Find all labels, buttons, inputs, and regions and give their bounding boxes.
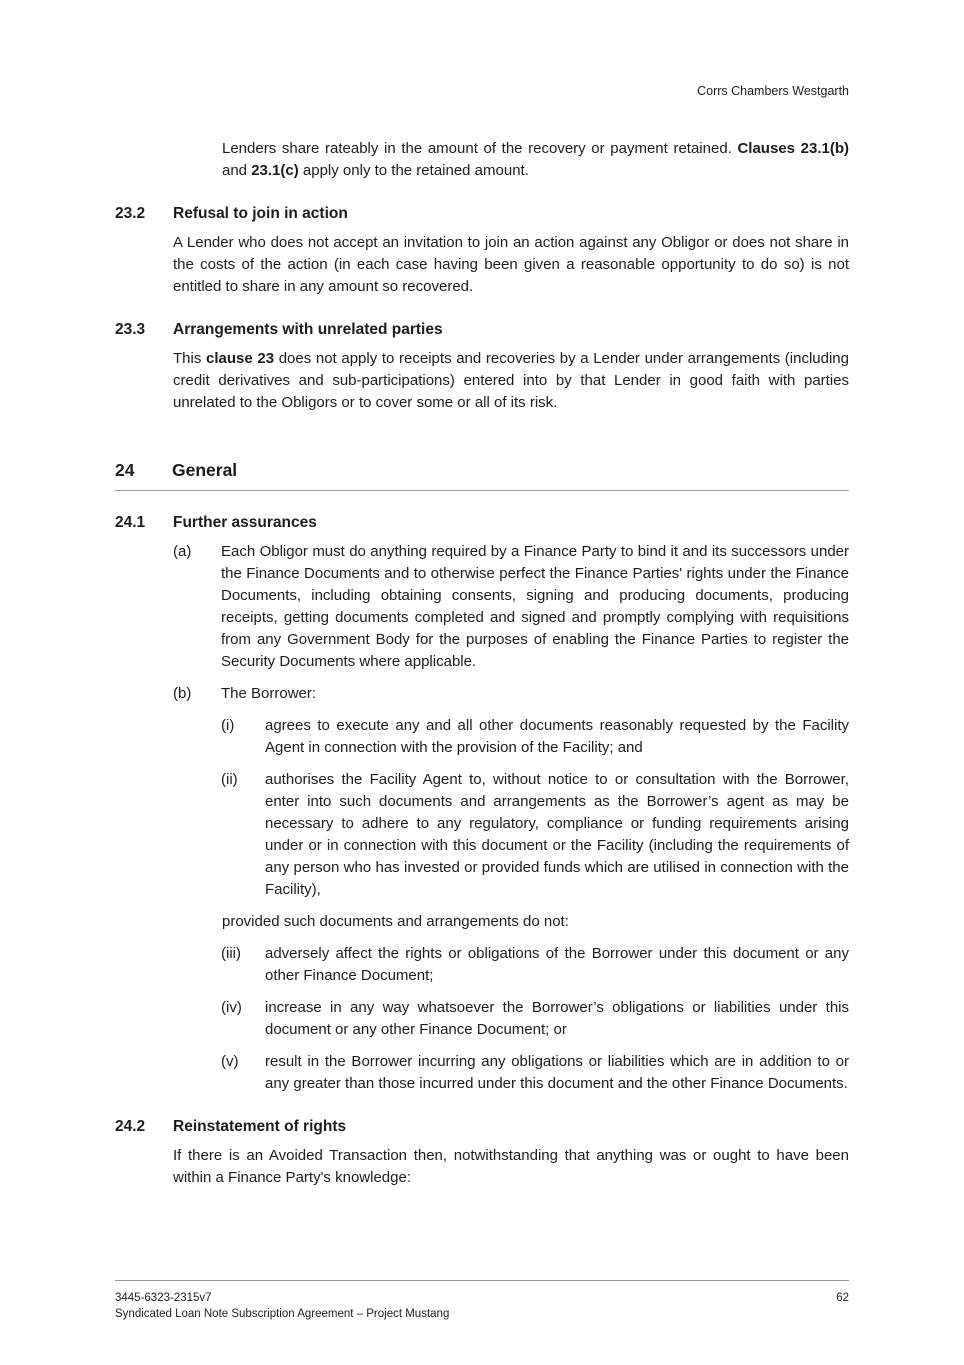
clause-number: 24.2 [115, 1118, 146, 1135]
list-item-text: increase in any way whatsoever the Borrower’s obligations or liabilities under this document or any other Finance Document; or [265, 999, 849, 1038]
bold-text: Clauses 23.1(b) [737, 140, 849, 157]
clause-title: Arrangements with unrelated parties [173, 321, 443, 338]
paragraph: This clause 23 does not apply to receipts and recoveries by a Lender under arrangements (including credit derivatives and sub-participations) entered into by that Lender in good faith with parties unrelated to the Obligors or to cover some or all of its risk. [173, 350, 849, 411]
clause-title: Further assurances [173, 514, 317, 531]
clause-number: 24 [115, 460, 135, 480]
list-item-text: agrees to execute any and all other documents reasonably requested by the Facility Agent in connection with the provision of the Facility; and [265, 717, 849, 756]
law-firm-name: Corrs Chambers Westgarth [697, 84, 849, 98]
list-item [221, 943, 849, 987]
page-header [115, 84, 849, 99]
section-divider [115, 490, 849, 491]
list-item-marker: (b) [173, 685, 192, 702]
subsection-heading [115, 320, 849, 340]
bold-text: clause 23 [206, 350, 275, 367]
paragraph: Lenders share rateably in the amount of the recovery or payment retained. Clauses 23.1(b) and 23.1(c) apply only to the retained amount. [222, 140, 849, 179]
list-item-text: authorises the Facility Agent to, without notice to or consultation with the Borrower, enter into such documents and arrangements as the Borrower’s agent as may be necessary to adhere to any regulatory, compliance or funding requirements arising under or in connection with this document or the Facility (including the requirements of any person who has invested or provided funds which are utilised in connection with the Facility), [265, 771, 849, 898]
document-reference: 3445-6323-2315v7 [115, 1292, 212, 1304]
clause-title: Refusal to join in action [173, 205, 348, 222]
list-item-text: The Borrower: [221, 685, 317, 702]
document-title: Syndicated Loan Note Subscription Agreement – Project Mustang [115, 1308, 450, 1320]
clause-title: General [172, 460, 238, 480]
list-item [173, 683, 849, 705]
subsection-heading [115, 513, 849, 533]
list-item [221, 715, 849, 759]
page-footer [115, 1280, 849, 1322]
clause-title: Reinstatement of rights [173, 1118, 347, 1135]
list-item [221, 1051, 849, 1095]
list-item-marker: (iii) [221, 945, 241, 962]
list-item [173, 541, 849, 673]
section-heading [115, 458, 849, 482]
list-item-text: result in the Borrower incurring any obligations or liabilities which are in addition to or any greater than those incurred under this document and the other Finance Documents. [265, 1053, 849, 1092]
list-item-marker: (ii) [221, 771, 238, 788]
list-item-marker: (i) [221, 717, 235, 734]
list-item-text: adversely affect the rights or obligations of the Borrower under this document or any other Finance Document; [265, 945, 849, 984]
paragraph: If there is an Avoided Transaction then, notwithstanding that anything was or ought to have been within a Finance Party's knowledge: [173, 1147, 849, 1186]
clause-number: 23.2 [115, 205, 146, 222]
list-item-marker: (v) [221, 1053, 239, 1070]
clause-number: 24.1 [115, 514, 146, 531]
list-item-text: Each Obligor must do anything required by a Finance Party to bind it and its successors under the Finance Documents and to otherwise perfect the Finance Parties' rights under the Finance Documents, including obtaining consents, signing and producing documents, producing receipts, getting documents completed and signed and promptly complying with requisitions from any Government Body for the purposes of enabling the Finance Parties to register the Security Documents where applicable. [221, 543, 849, 670]
page-number: 62 [836, 1292, 849, 1304]
document-body [115, 138, 849, 1199]
subsection-heading [115, 204, 849, 224]
list-item-marker: (a) [173, 543, 192, 560]
bold-text: 23.1(c) [251, 162, 299, 179]
list-item-marker: (iv) [221, 999, 242, 1016]
clause-number: 23.3 [115, 321, 146, 338]
paragraph: A Lender who does not accept an invitation to join an action against any Obligor or does not share in the costs of the action (in each case having been given a reasonable opportunity to do so) is not entitled to share in any amount so recovered. [173, 234, 849, 295]
subsection-heading [115, 1117, 849, 1137]
list-item [221, 997, 849, 1041]
paragraph: provided such documents and arrangements do not: [222, 913, 569, 930]
list-item [221, 769, 849, 901]
